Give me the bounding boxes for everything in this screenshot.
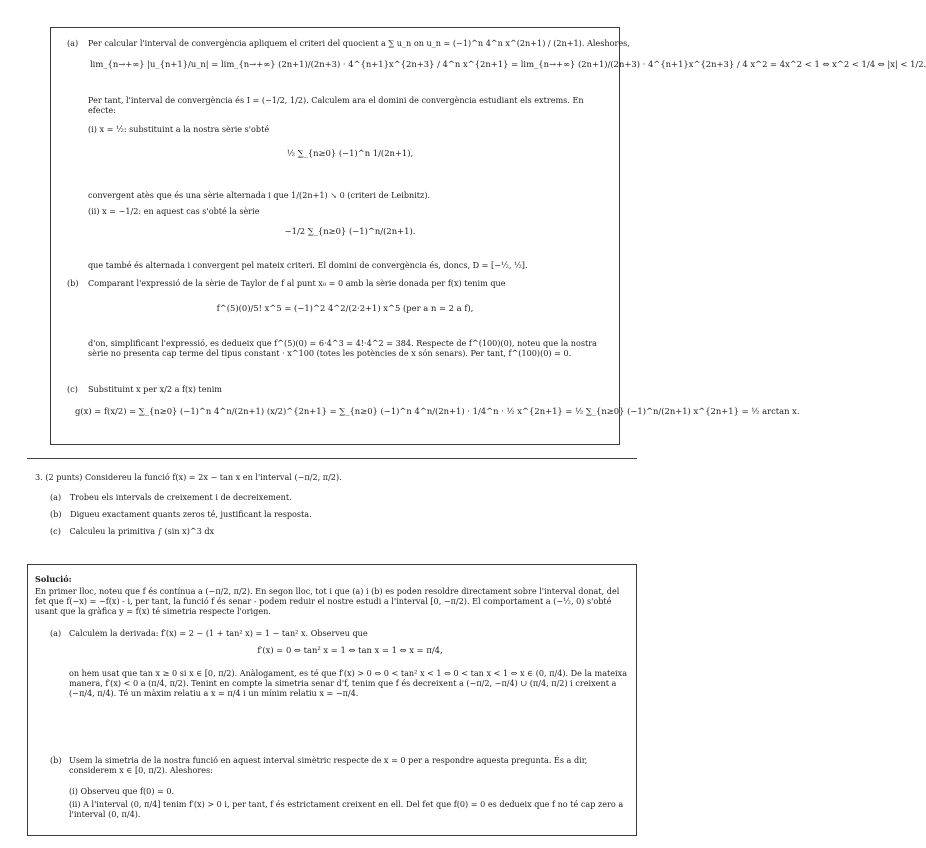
taylor-comparison-text: Comparant l'expressió de la sèrie de Taylor de f al punt x₀ = 0 amb la sèrie donada per f(x) tenim que	[88, 278, 506, 288]
item-a-intro-line: Per calcular l'interval de convergència apliquem el criteri del quocient a ∑ u_n on u_n = (−1)^n 4^n x^(2n+1) / (2n+1). Aleshores,	[88, 38, 630, 48]
section-divider	[27, 458, 637, 459]
question-c	[50, 526, 214, 536]
endpoint-case-2: (ii) x = −1/2: en aquest cas s'obté la sèrie	[88, 206, 260, 216]
derivative-values-text: d'on, simplificant l'expressió, es dedueix que f^(5)(0) = 6·4^3 = 4!·4^2 = 384. Respecte de f^(100)(0), noteu que la nostra sèrie no presenta cap terme del tipus constant · x^100 (totes les potències de x són senars). Per tant, f^(100)(0) = 0.	[88, 338, 597, 358]
no-zero-interval-text: (ii) A l'interval (0, π/4] tenim f′(x) > 0 i, per tant, f és estrictament creixent en ell. Del fet que f(0) = 0 es dedueix que f no té cap zero a l'interval (0, π/4).	[69, 799, 624, 819]
derivative-text: Calculem la derivada: f′(x) = 2 − (1 + tan² x) = 1 − tan² x. Observeu que	[69, 628, 368, 638]
zero-at-origin-text: (i) Observeu que f(0) = 0.	[69, 786, 175, 796]
question-text: Calculeu la primitiva ∫ (sin x)^3 dx	[69, 526, 215, 536]
monotonicity-text: on hem usat que tan x ≥ 0 si x ∈ [0, π/2). Anàlogament, es té que f′(x) > 0 ⇔ 0 < tan² x < 1 ⇔ 0 < tan x < 1 ⇔ x ∈ (0, π/4). De la mateixa manera, f′(x) < 0 a (π/4, π/2). Tenint en compte la simetria senar d'f, tenim que f és decreixent a (−π/2, −π/4) ∪ (π/4, π/2) i creixent a (−π/4, π/4). Té un màxim relatiu a x = π/4 i un mínim relatiu x = −π/4.	[69, 668, 628, 698]
item-b-label: (b)	[50, 755, 62, 765]
item-c-label: (c)	[67, 384, 78, 394]
symmetry-text: Usem la simetria de la nostra funció en aquest interval simètric respecte de x = 0 per a respondre aquesta pregunta. És a dir, considerem x ∈ [0, π/2). Aleshores:	[69, 755, 588, 775]
question-label: (b)	[50, 509, 62, 519]
solution-heading: Solució:	[35, 574, 72, 584]
problem-3-header	[35, 472, 342, 482]
series-at-half: ½ ∑_{n≥0} (−1)^n 1/(2n+1),	[286, 148, 414, 158]
problem-statement: Considereu la funció f(x) = 2x − tan x en l'interval (−π/2, π/2).	[84, 472, 342, 482]
series-at-minus-half: −1/2 ∑_{n≥0} (−1)^n/(2n+1).	[284, 226, 416, 236]
item-a-label: (a)	[50, 628, 62, 638]
ratio-test-equation: lim_{n→+∞} |u_{n+1}/u_n| = lim_{n→+∞} (2n+1)/(2n+3) · 4^{n+1}x^{2n+3} / 4^n x^{2n+1} = lim_{n→+∞} (2n+1)/(2n+3) · 4^{n+1}x^{2n+3} / 4 x^2 = 4x^2 < 1 ⇔ x^2 < 1/4 ⇔ |x| < 1/2.	[90, 59, 926, 69]
question-label: (c)	[50, 526, 61, 536]
question-b	[50, 509, 312, 519]
item-a-label: (a)	[67, 38, 79, 48]
critical-point-equation: f′(x) = 0 ⇔ tan² x = 1 ⇔ tan x = 1 ⇔ x = π/4,	[257, 645, 443, 655]
question-a	[50, 492, 292, 502]
substitution-text: Substituint x per x/2 a f(x) tenim	[88, 384, 222, 394]
fifth-derivative-equation: f^(5)(0)/5! x^5 = (−1)^2 4^2/(2·2+1) x^5 (per a n = 2 a f),	[216, 303, 474, 313]
domain-conclusion-text: que també és alternada i convergent pel mateix criteri. El domini de convergència és, doncs, D = [−½, ½].	[88, 260, 528, 270]
interval-conclusion-text: Per tant, l'interval de convergència és I = (−1/2, 1/2). Calculem ara el domini de convergència estudiant els extrems. En efecte:	[88, 95, 584, 115]
arctan-series-equation: g(x) = f(x/2) = ∑_{n≥0} (−1)^n 4^n/(2n+1) (x/2)^{2n+1} = ∑_{n≥0} (−1)^n 4^n/(2n+1) · 1/4^n · ½ x^{2n+1} = ½ ∑_{n≥0} (−1)^n/(2n+1) x^{2n+1} = ½ arctan x.	[75, 406, 800, 416]
item-b-label: (b)	[67, 278, 79, 288]
question-label: (a)	[50, 492, 62, 502]
question-text: Trobeu els intervals de creixement i de decreixement.	[69, 492, 292, 502]
problem-points: (2 punts)	[45, 472, 83, 482]
leibniz-convergence-text: convergent atès que és una sèrie alternada i que 1/(2n+1) ↘ 0 (criteri de Leibnitz).	[88, 190, 431, 200]
solution-intro-text: En primer lloc, noteu que f és contínua a (−π/2, π/2). En segon lloc, tot i que (a) i (b) es poden resoldre directament sobre l'interval donat, del fet que f(−x) = −f(x) - i, per tant, la funció f és senar - podem reduir el nostre estudi a l'interval [0, −π/2). El comportament a (−½, 0) s'obté usant que la gràfica y = f(x) té simetria respecte l'origen.	[35, 586, 620, 616]
problem-number: 3.	[35, 472, 43, 482]
question-text: Digueu exactament quants zeros té, justificant la resposta.	[70, 509, 312, 519]
endpoint-case-1: (i) x = ½: substituint a la nostra sèrie s'obté	[88, 124, 270, 134]
